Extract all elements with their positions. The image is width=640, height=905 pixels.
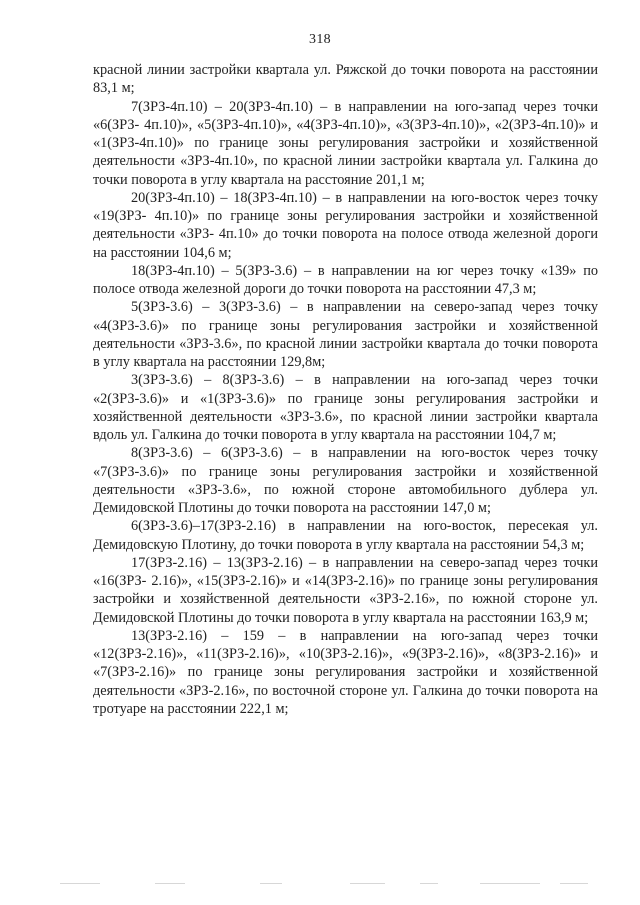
paragraph-segment-18-5: 18(ЗРЗ-4п.10) – 5(ЗРЗ-3.6) – в направлении на юг через точку «139» по полосе отвода железной дороги до точки поворота на расстоянии 47,3 м; bbox=[93, 262, 598, 297]
paragraph-segment-17-13: 17(ЗРЗ-2.16) – 13(ЗРЗ-2.16) – в направлении на северо-запад через точки «16(ЗРЗ- 2.16)», «15(ЗРЗ-2.16)» и «14(ЗРЗ-2.16)» по границе зоны регулирования застройки и хозяйственной деятельности «ЗРЗ-2.16», по южной стороне ул. Демидовской Плотины до точки поворота в углу квартала на расстоянии 163,9 м; bbox=[93, 554, 598, 626]
paragraph-segment-6-17: 6(ЗРЗ-3.6)–17(ЗРЗ-2.16) в направлении на юго-восток, пересекая ул. Демидовскую Плотину, до точки поворота в углу квартала на расстоянии 54,3 м; bbox=[93, 518, 598, 553]
scan-artifact-line bbox=[60, 883, 590, 889]
paragraph-segment-5-3: 5(ЗРЗ-3.6) – 3(ЗРЗ-3.6) – в направлении на северо-запад через точку «4(ЗРЗ-3.6)» по границе зоны регулирования застройки и хозяйственной деятельности «ЗРЗ-3.6», по красной линии застройки квартала до точки поворота в углу квартала на расстоянии 129,8м; bbox=[93, 299, 598, 370]
paragraph-segment-20-18: 20(ЗРЗ-4п.10) – 18(ЗРЗ-4п.10) – в направлении на юго-восток через точку «19(ЗРЗ- 4п.10)» по границе зоны регулирования застройки и хозяйственной деятельности «ЗРЗ- 4п.10» до точки поворота на полосе отвода железной дороги на расстоянии 104,6 м; bbox=[93, 189, 598, 261]
page-body bbox=[93, 61, 598, 718]
paragraph-segment-3-8: 3(ЗРЗ-3.6) – 8(ЗРЗ-3.6) – в направлении на юго-запад через точки «2(ЗРЗ-3.6)» и «1(ЗРЗ-3.6)» по границе зоны регулирования застройки и хозяйственной деятельности «ЗРЗ-3.6», по красной линии застройки квартала вдоль ул. Галкина до точки поворота в углу квартала на расстоянии 104,7 м; bbox=[93, 372, 598, 443]
page-number: 318 bbox=[309, 32, 331, 47]
paragraph-segment-7-20: 7(ЗРЗ-4п.10) – 20(ЗРЗ-4п.10) – в направлении на юго-запад через точки «6(ЗРЗ- 4п.10)», «5(ЗРЗ-4п.10)», «4(ЗРЗ-4п.10)», «3(ЗРЗ-4п.10)», «2(ЗРЗ-4п.10)» и «1(ЗРЗ-4п.10)» по границе зоны регулирования застройки и хозяйственной деятельности «ЗРЗ-4п.10», по красной линии застройки квартала ул. Галкина до точки поворота в углу квартала на расстояние 201,1 м; bbox=[93, 98, 598, 188]
paragraph-continuation: красной линии застройки квартала ул. Ряжской до точки поворота на расстоянии 83,1 м; bbox=[93, 62, 598, 97]
paragraph-segment-8-6: 8(ЗРЗ-3.6) – 6(ЗРЗ-3.6) – в направлении на юго-восток через точку «7(ЗРЗ-3.6)» по границе зоны регулирования застройки и хозяйственной деятельности «ЗРЗ-3.6», по южной стороне автомобильного дублера ул. Демидовской Плотины до точки поворота на расстоянии 147,0 м; bbox=[93, 445, 598, 516]
paragraph-segment-13-159: 13(ЗРЗ-2.16) – 159 – в направлении на юго-запад через точки «12(ЗРЗ-2.16)», «11(ЗРЗ-2.16)», «10(ЗРЗ-2.16)», «9(ЗРЗ-2.16)», «8(ЗРЗ-2.16)» и «7(ЗРЗ-2.16)» по границе зоны регулирования застройки и хозяйственной деятельности «ЗРЗ-2.16», по восточной стороне ул. Галкина до точки поворота на тротуаре на расстоянии 222,1 м; bbox=[93, 627, 598, 717]
